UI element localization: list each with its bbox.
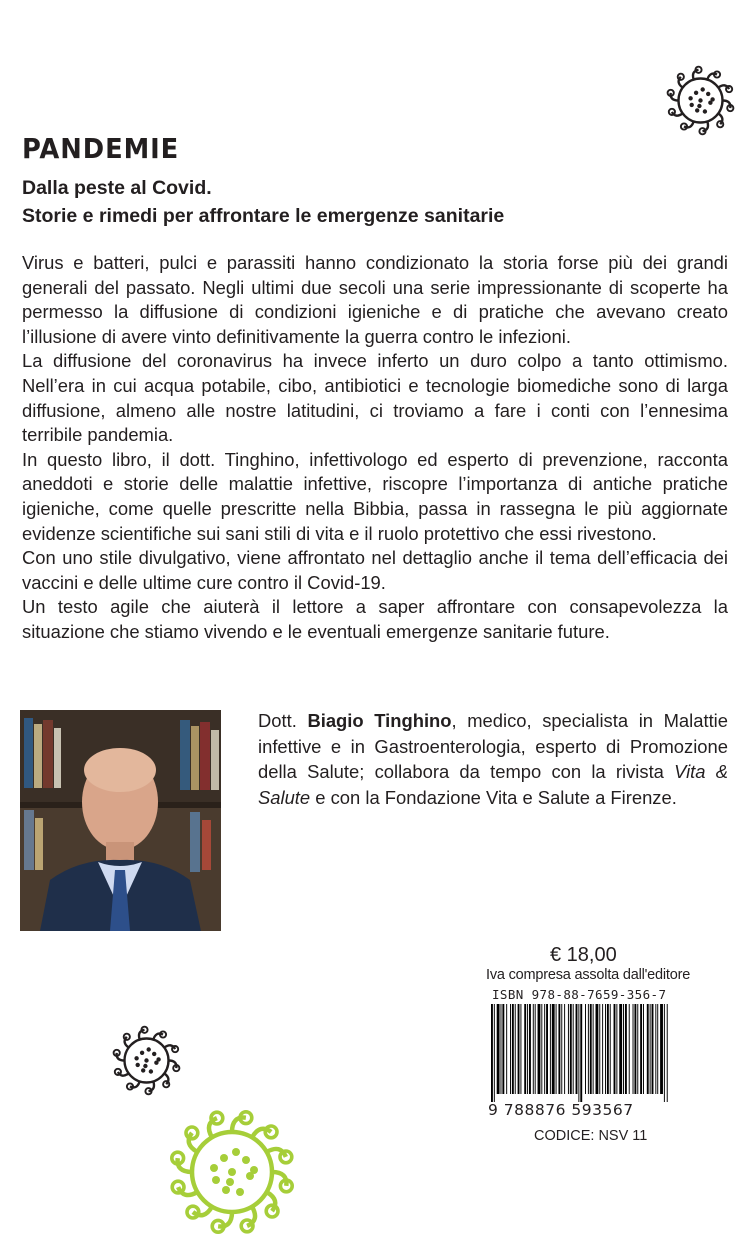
magazine-name: Vita & Salute	[258, 761, 728, 808]
barcode	[489, 1004, 670, 1102]
author-bio-text: e con la Fondazione Vita e Salute a Firenze.	[310, 786, 677, 808]
subtitle-line: Dalla peste al Covid.	[22, 177, 212, 199]
virus-icon	[105, 1019, 188, 1102]
book-subtitle	[22, 174, 642, 230]
book-title: PANDEMIE	[22, 132, 180, 165]
isbn-text: ISBN 978-88-7659-356-7	[492, 987, 667, 1002]
description-paragraph: Con uno stile divulgativo, viene affrontato nel dettaglio anche il tema dell’efficacia dei vaccini e delle ultime cure contro il Covid-19.	[22, 547, 728, 593]
author-bio	[258, 708, 728, 810]
author-portrait	[20, 710, 221, 931]
product-code: CODICE: NSV 11	[534, 1128, 648, 1144]
virus-icon	[159, 1099, 305, 1245]
subtitle-line: Storie e rimedi per affrontare le emergenze sanitarie	[22, 205, 505, 227]
author-bio-text: , medico, specialista in Malattie infettive e in Gastroenterologia, esperto di Promozione della Salute; collabora da tempo con la rivista	[258, 710, 728, 782]
vat-note: Iva compresa assolta dall'editore	[486, 967, 691, 983]
description-paragraph: Un testo agile che aiuterà il lettore a saper affrontare con consapevolezza la situazione che stiamo vivendo e le eventuali emergenze sanitarie future.	[22, 596, 728, 642]
book-description	[22, 251, 728, 645]
description-paragraph: La diffusione del coronavirus ha invece inferto un duro colpo a tanto ottimismo. Nell’era in cui acqua potabile, cibo, antibiotici e tecnologie biomediche sono di larga diffusione, almeno alle nostre latitudini, ci troviamo a fare i conti con l’ennesima terribile pandemia.	[22, 350, 728, 446]
author-photo	[20, 710, 221, 931]
description-paragraph: Virus e batteri, pulci e parassiti hanno condizionato la storia forse più dei grandi generali del passato. Negli ultimi due secoli una serie impressionante di scoperte ha permesso la diffusione di condizioni igieniche e di pratiche che avevano creato l’illusione di avere vinto definitivamente la guerra contro le infezioni.	[22, 252, 728, 347]
virus-icon	[659, 59, 742, 142]
description-paragraph: In questo libro, il dott. Tinghino, infettivologo ed esperto di prevenzione, racconta aneddoti e storie delle malattie infettive, riscopre l’importanza di antiche pratiche igieniche, come quelle prescritte nella Bibbia, passa in rassegna le più aggiornate evidenze scientifiche sui sani stili di vita e il ruolo protettivo che essi rivestono.	[22, 448, 728, 544]
author-name: Biagio Tinghino	[307, 710, 452, 731]
barcode-digits: 9 788876 593567	[488, 1101, 634, 1119]
price: € 18,00	[550, 944, 617, 966]
author-bio-prefix: Dott.	[258, 710, 308, 731]
